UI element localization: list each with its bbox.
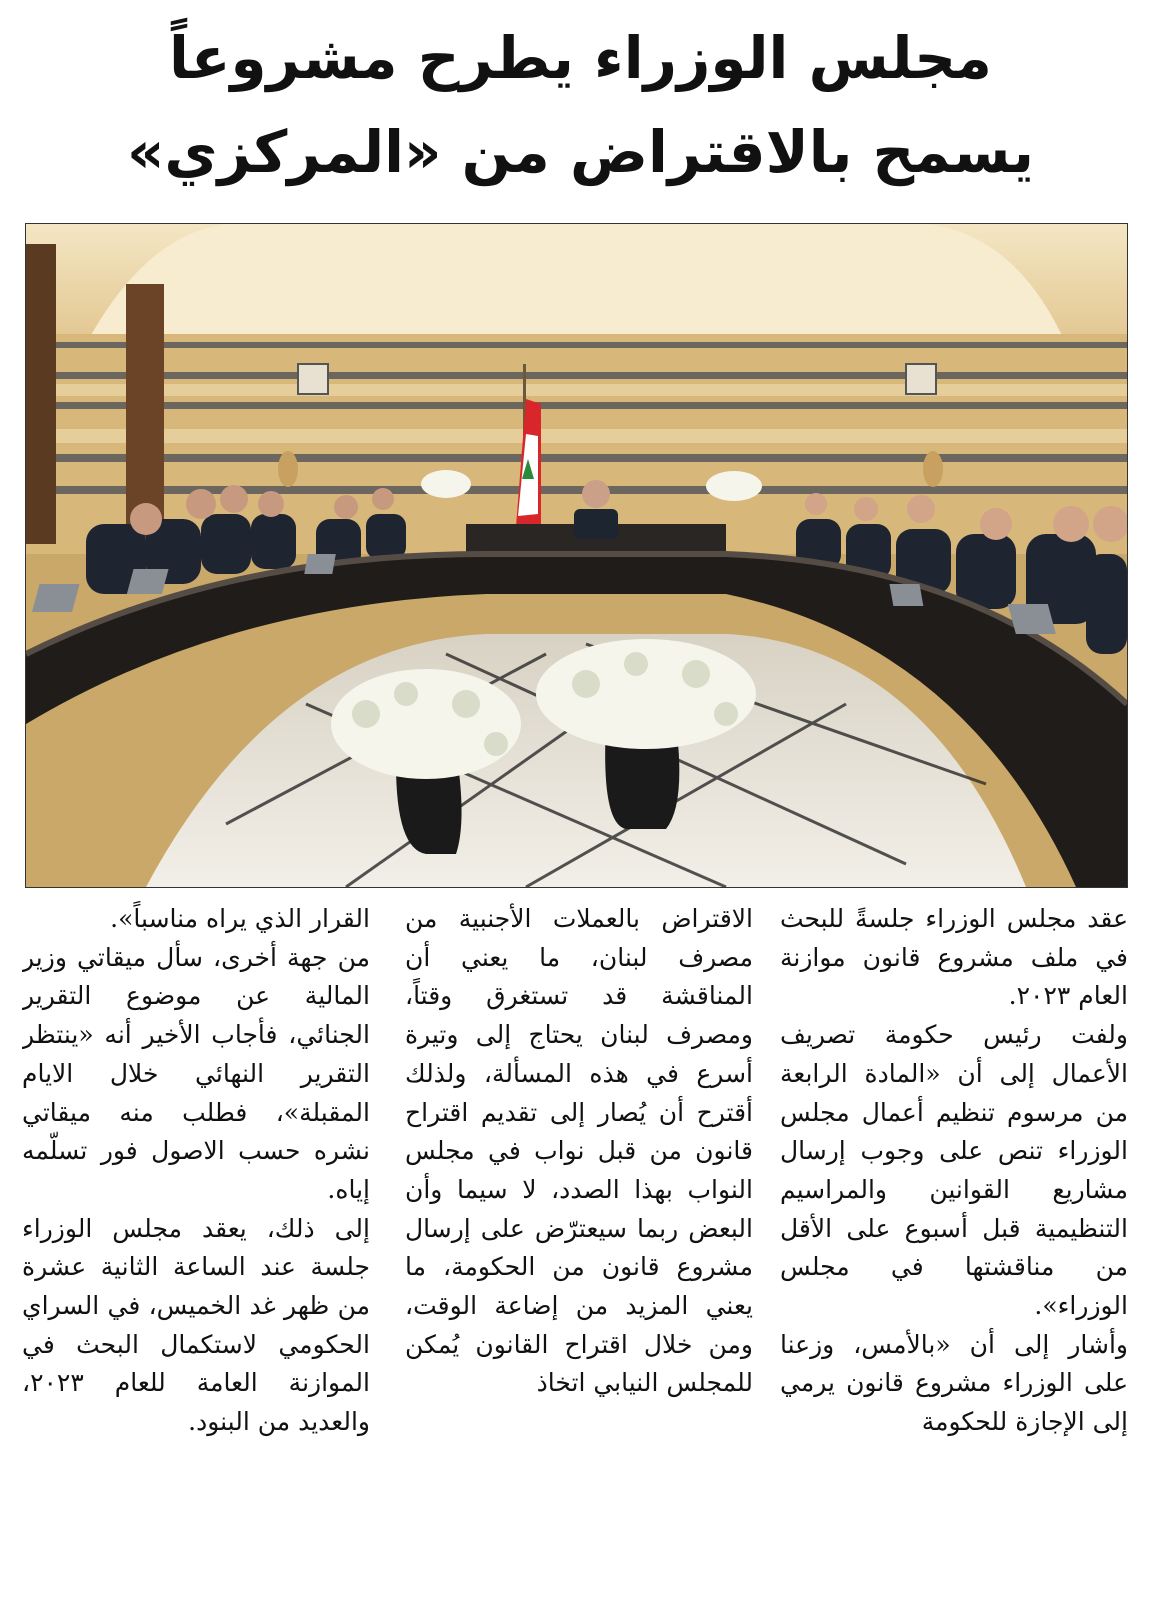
paragraph: من جهة أخرى، سأل ميقاتي وزير المالية عن موضوع التقرير الجنائي، فأجاب الأخير أنه «ينتظر التقرير النهائي خلال الايام المقبلة»، فطلب منه ميقاتي نشره حسب الاصول فور تسلّمه إياه. xyxy=(22,942,370,1204)
article-column-3 xyxy=(22,900,370,1590)
paragraph: إلى ذلك، يعقد مجلس الوزراء جلسة عند الساعة الثانية عشرة من ظهر غد الخميس، في السراي الحكومي لاستكمال البحث في الموازنة العامة للعام ٢٠٢٣، والعديد من البنود. xyxy=(22,1213,370,1437)
cabinet-meeting-photo xyxy=(25,223,1128,888)
paragraph: الاقتراض بالعملات الأجنبية من مصرف لبنان، ما يعني أن المناقشة قد تستغرق وقتاً، ومصرف لبنان يحتاج إلى وتيرة أسرع في هذه المسألة، ولذلك أقترح أن يُصار إلى تقديم اقتراح قانون من قبل نواب في مجلس النواب بهذا الصدد، لا سيما وأن البعض ربما سيعترّض على إرسال مشروع قانون من الحكومة، ما يعني المزيد من إضاعة الوقت، ومن خلال اقتراح القانون يُمكن للمجلس النيابي اتخاذ xyxy=(405,904,753,1398)
headline-line-1: مجلس الوزراء يطرح مشروعاً xyxy=(169,24,992,92)
paragraph: عقد مجلس الوزراء جلسةً للبحث في ملف مشروع قانون موازنة العام ٢٠٢٣. xyxy=(780,904,1128,1011)
paragraph: القرار الذي يراه مناسباً». xyxy=(110,904,370,933)
article-column-2 xyxy=(405,900,753,1590)
article-column-1 xyxy=(780,900,1128,1590)
paragraph: ولفت رئيس حكومة تصريف الأعمال إلى أن «المادة الرابعة من مرسوم تنظيم أعمال مجلس الوزراء تنص على وجوب إرسال مشاريع القوانين والمراسيم التنظيمية قبل أسبوع على الأقل من مناقشتها في مجلس الوزراء». xyxy=(780,1020,1128,1321)
paragraph: وأشار إلى أن «بالأمس، وزعنا على الوزراء مشروع قانون يرمي إلى الإجازة للحكومة xyxy=(780,1329,1128,1437)
headline-line-2: يسمح بالاقتراض من «المركزي» xyxy=(126,118,1035,186)
